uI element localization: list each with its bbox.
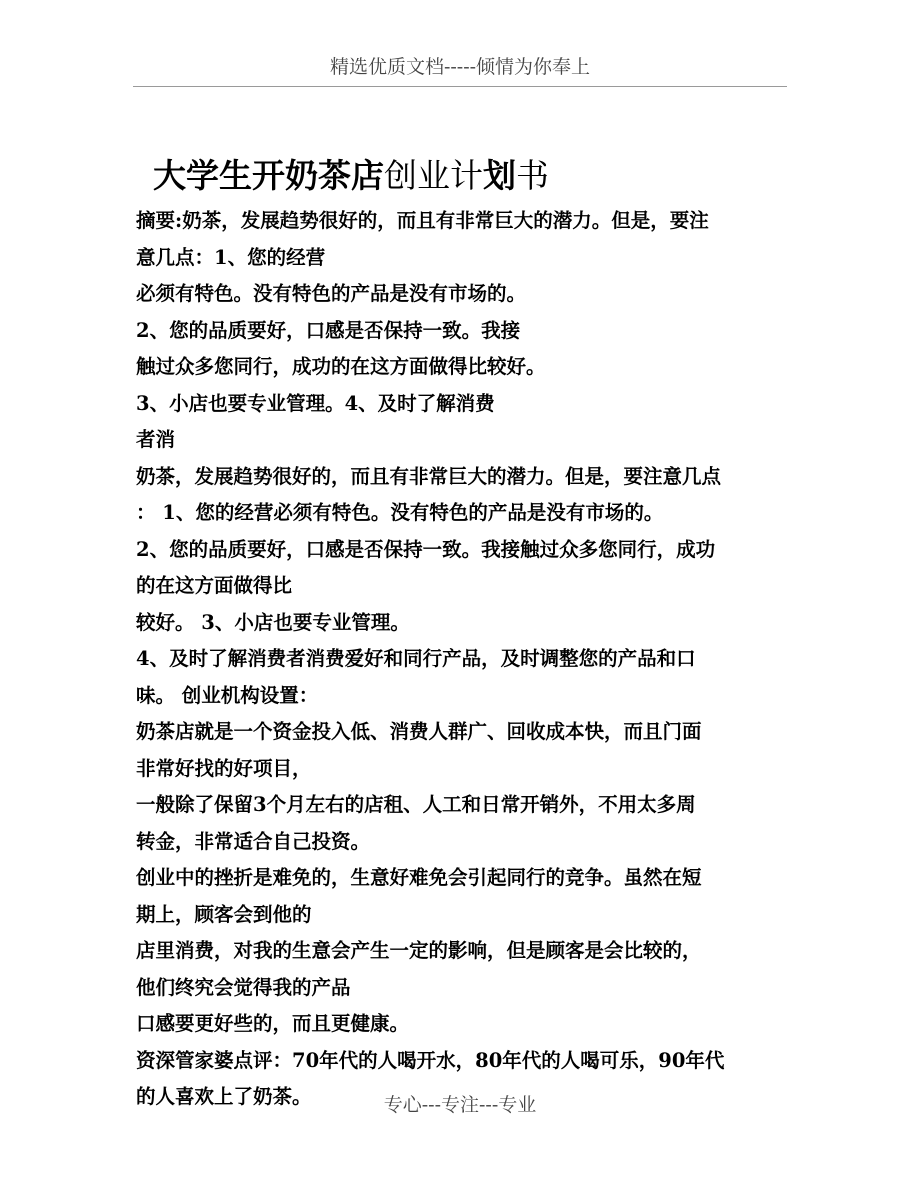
body-line: 者消	[136, 428, 176, 451]
body-line: 转金，非常适合自己投资。	[136, 829, 371, 853]
header-divider	[133, 86, 787, 87]
body-line: 2、您的品质要好，口感是否保持一致。我接	[136, 318, 521, 342]
body-line: 奶茶店就是一个资金投入低、消费人群广、回收成本快，而且门面	[136, 720, 702, 743]
body-line: ： 1、您的经营必须有特色。没有特色的产品是没有市场的。	[136, 501, 664, 524]
page-header: 精选优质文档-----倾情为你奉上	[329, 56, 591, 78]
body-line: 4、及时了解消费者消费爱好和同行产品，及时调整您的产品和口	[136, 647, 696, 670]
body-line: 非常好找的好项目，	[136, 756, 312, 780]
document-body	[136, 203, 786, 1116]
body-line: 摘要:奶茶，发展趋势很好的，而且有非常巨大的潜力。但是，要注	[136, 209, 709, 232]
body-line: 口感要更好些的，而且更健康。	[136, 1012, 410, 1035]
body-line: 一般除了保留3个月左右的店租、人工和日常开销外，不用太多周	[136, 793, 696, 816]
body-line: 的在这方面做得比	[136, 574, 293, 597]
title-light-part: 创业计	[384, 156, 483, 195]
body-line: 店里消费，对我的生意会产生一定的影响，但是顾客是会比较的，	[136, 939, 702, 962]
body-line: 他们终究会觉得我的产品	[136, 975, 351, 999]
document-title	[153, 152, 549, 200]
body-line: 期上，顾客会到他的	[136, 902, 312, 926]
title-bold-part: 大学生开奶茶店	[153, 156, 384, 195]
body-line: 的人喜欢上了奶茶。	[136, 1085, 312, 1108]
body-line: 意几点：1、您的经营	[136, 245, 326, 269]
body-line: 创业中的挫折是难免的，生意好难免会引起同行的竞争。虽然在短	[136, 866, 702, 889]
body-line: 触过众多您同行，成功的在这方面做得比较好。	[136, 355, 546, 378]
body-line: 2、您的品质要好，口感是否保持一致。我接触过众多您同行，成功	[136, 537, 716, 561]
body-line: 味。 创业机构设置：	[136, 683, 319, 707]
title-bold-part-2: 划	[483, 156, 516, 195]
body-line: 必须有特色。没有特色的产品是没有市场的。	[136, 282, 527, 305]
page-footer: 专心---专注---专业	[383, 1094, 537, 1116]
title-light-part-2: 书	[516, 156, 549, 195]
body-line: 奶茶，发展趋势很好的，而且有非常巨大的潜力。但是，要注意几点	[136, 464, 722, 488]
body-line: 较好。 3、小店也要专业管理。	[136, 610, 410, 634]
body-line: 资深管家婆点评：70年代的人喝开水，80年代的人喝可乐，90年代	[136, 1048, 725, 1072]
body-line: 3、小店也要专业管理。4、及时了解消费	[136, 391, 495, 415]
